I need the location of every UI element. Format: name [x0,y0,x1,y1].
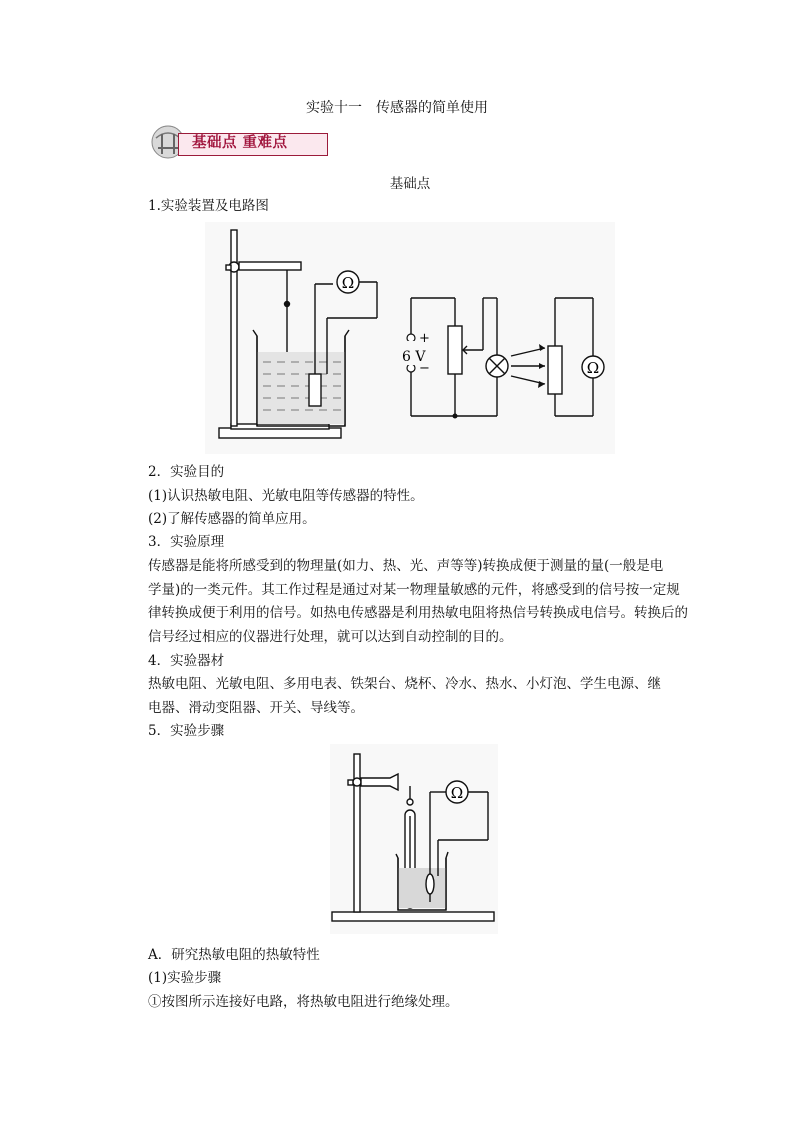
figure-1-svg [205,222,615,454]
figure-2-apparatus [330,744,498,934]
s2-item-2: (2)了解传感器的简单应用。 [148,511,316,527]
figure-2-svg [330,744,498,934]
section-4-heading: 4．实验器材 [148,653,225,669]
part-a-subheading: (1)实验步骤 [148,970,222,986]
s3-line-4: 信号经过相应的仪器进行处理，就可以达到自动控制的目的。 [148,629,513,645]
figure-1-apparatus [205,222,615,454]
meter-symbol-2: Ω [586,359,600,377]
voltage-label: 6 V [402,349,426,365]
meter-symbol-1: Ω [341,274,355,292]
minus-sign: − [419,361,430,376]
section-1-heading: 1.实验装置及电路图 [148,198,269,214]
meter-symbol-3: Ω [450,784,464,802]
page-title: 实验十一 传感器的简单使用 [306,100,488,116]
subtitle: 基础点 [389,176,431,192]
plus-sign: + [419,331,430,346]
s2-item-1: (1)认识热敏电阻、光敏电阻等传感器的特性。 [148,488,424,504]
part-a-step-1: ①按图所示连接好电路，将热敏电阻进行绝缘处理。 [148,994,459,1010]
s3-line-3: 律转换成便于利用的信号。如热电传感器是利用热敏电阻将热信号转换成电信号。转换后的 [148,605,688,621]
section-banner [148,124,328,160]
section-3-heading: 3．实验原理 [148,534,225,550]
s3-line-1: 传感器是能将所感受到的物理量(如力、热、光、声等等)转换成便于测量的量(一般是电 [148,558,664,574]
section-2-heading: 2．实验目的 [148,464,225,480]
s3-line-2: 学量)的一类元件。其工作过程是通过对某一物理量敏感的元件，将感受到的信号按一定规 [148,582,680,598]
s4-line-1: 热敏电阻、光敏电阻、多用电表、铁架台、烧杯、冷水、热水、小灯泡、学生电源、继 [148,676,661,692]
part-a-heading: A．研究热敏电阻的热敏特性 [148,947,320,963]
s4-line-2: 电器、滑动变阻器、开关、导线等。 [148,700,364,716]
banner-label: 基础点 重难点 [192,135,288,151]
section-5-heading: 5．实验步骤 [148,723,225,739]
